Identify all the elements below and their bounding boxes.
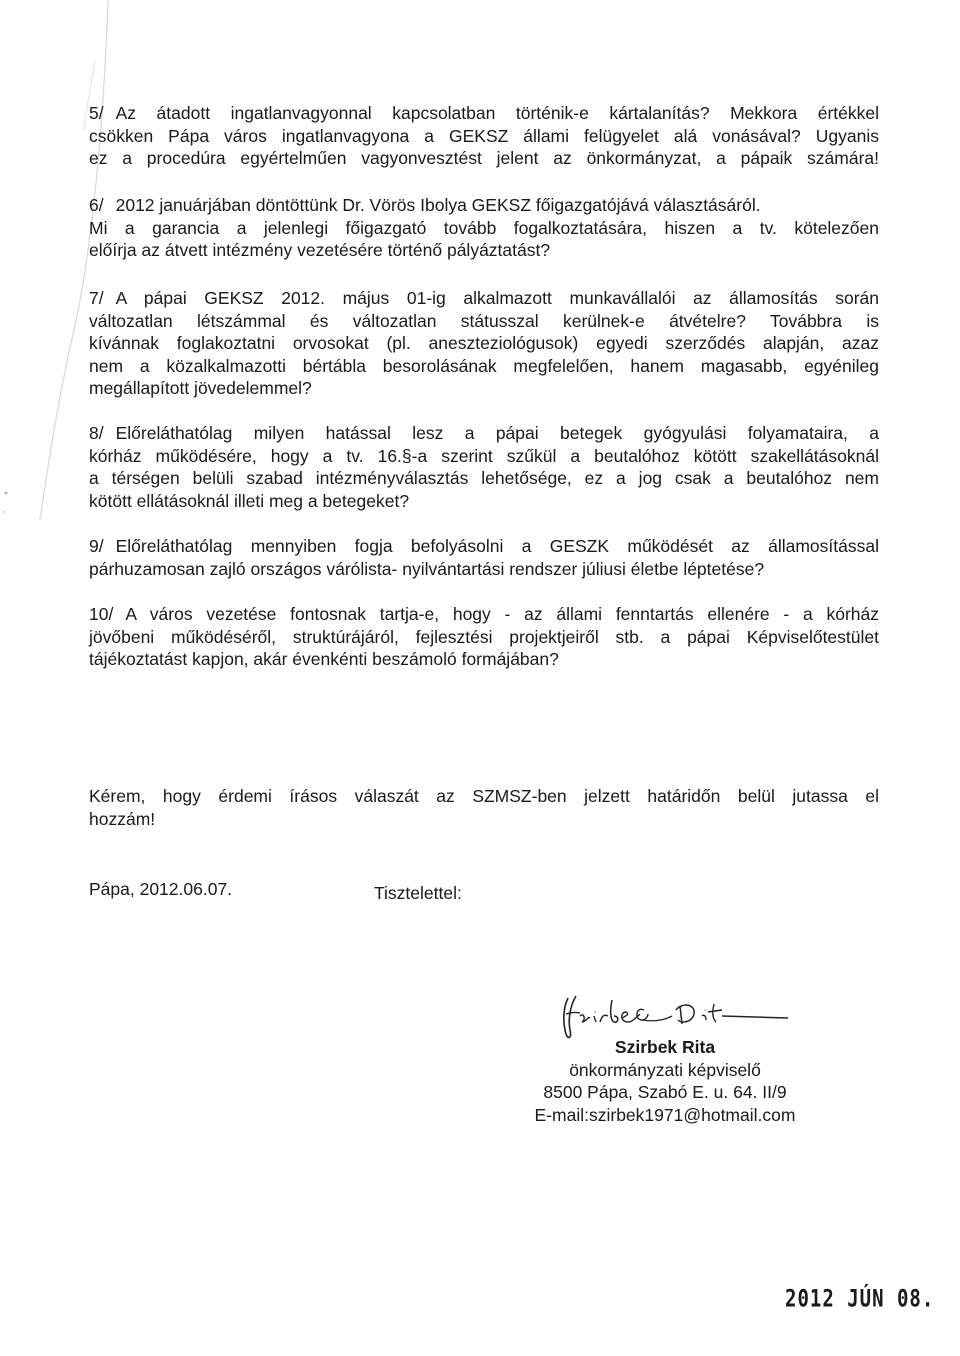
question-5-number: 5/ [89,103,104,123]
signer-name: Szirbek Rita [614,1037,716,1057]
signer-email: E-mail:szirbek1971@hotmail.com [534,1104,796,1125]
question-8 [89,422,879,512]
received-date-stamp: 2012 JÚN 08. [785,1285,935,1313]
question-10-number: 10/ [89,604,114,624]
question-5-line-1: 5/ Az átadott ingatlanvagyonnal kapcsolatban történik-e kártalanítás? Mekkora értékkel [89,103,879,123]
question-9 [89,535,879,580]
question-10-line-1: 10/ A város vezetése fontosnak tartja-e, hogy - az állami fenntartás ellenére - a kórház [89,604,879,624]
question-7-line-4: nem a közalkalmazotti bértábla besorolásának megfelelően, hanem magasabb, egyénileg [89,355,879,376]
question-10 [89,603,879,671]
signer-address: 8500 Pápa, Szabó E. u. 64. II/9 [543,1082,787,1103]
question-8-line-4: kötött ellátásoknál illeti meg a betegeket? [89,490,410,511]
question-8-line-1: 8/ Előreláthatólag milyen hatással lesz a pápai betegek gyógyulási folyamataira, a [89,423,879,443]
question-7-line-1: 7/ A pápai GEKSZ 2012. május 01-ig alkalmazott munkavállalói az államosítás során [89,288,879,308]
question-6-line-1: 6/ 2012 januárjában döntöttünk Dr. Vörös Ibolya GEKSZ főigazgatójává választásáról. [89,195,761,215]
question-7-line-5: megállapított jövedelemmel? [89,378,312,399]
closing-request-line-2: hozzám! [89,808,156,829]
question-10-line-2: jövőbeni működéséről, struktúrájáról, fejlesztési projektjeiről stb. a pápai Képviselőtestület [89,626,879,647]
question-5 [89,102,879,170]
question-8-line-2: kórház működésére, hogy a tv. 16.§-a szerint szűkül a beutalóhoz kötött szakellátásoknál [89,445,879,466]
question-5-line-3: ez a procedúra egyértelműen vagyonvesztést jelent az önkormányzat, a pápaik számára! [89,148,879,169]
place-date: Pápa, 2012.06.07. [89,879,233,899]
question-7-line-3: kívánnak foglakoztatni orvosokat (pl. aneszteziológusok) egyedi szerződés alapján, azaz [89,333,879,354]
question-6-number: 6/ [89,195,104,215]
question-9-number: 9/ [89,536,104,556]
question-7-line-2: változatlan létszámmal és változatlan státusszal kerülnek-e átvételre? Továbbra is [89,310,879,331]
question-6-line-2: Mi a garancia a jelenlegi főigazgató tovább fogalkoztatására, hiszen a tv. kötelezően [89,217,879,238]
closing-request-line-1: Kérem, hogy érdemi írásos válaszát az SZMSZ-ben jelzett határidőn belül jutassa el [89,786,879,806]
question-9-line-1: 9/ Előreláthatólag mennyiben fogja befolyásolni a GESZK működését az államosítással [89,536,879,556]
question-7 [89,287,879,400]
question-8-line-3: a térségen belüli szabad intézményválasztás lehetősége, ez a jog csak a beutalóhoz nem [89,468,879,489]
question-10-line-3: tájékoztatást kapjon, akár évenkénti beszámoló formájában? [89,649,559,670]
question-8-number: 8/ [89,423,104,443]
salutation: Tisztelettel: [374,883,462,903]
question-5-line-2: csökken Pápa város ingatlanvagyona a GEKSZ állami felügyelet alá vonásával? Ugyanis [89,125,879,146]
question-6-line-3: előírja az átvett intézmény vezetésére történő pályáztatást? [89,240,551,261]
signature-block [500,1036,830,1126]
question-7-number: 7/ [89,288,104,308]
signer-title: önkormányzati képviselő [569,1059,761,1080]
question-6 [89,194,879,262]
question-9-line-2: párhuzamosan zajló országos várólista- nyilvántartási rendszer júliusi életbe léptetése? [89,558,765,579]
closing-request [89,785,879,830]
